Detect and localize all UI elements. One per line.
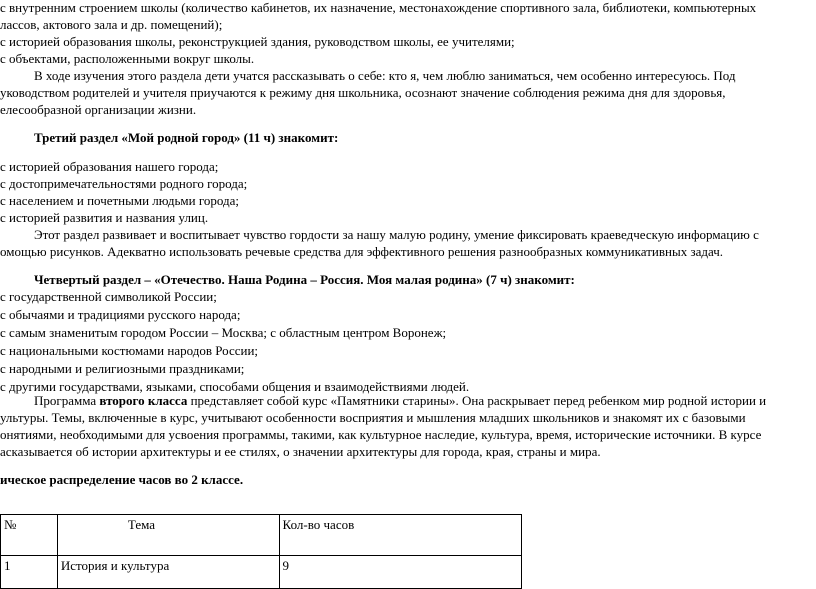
list-item: с другими государствами, языками, способами общения и взаимодействиями людей.: [0, 379, 470, 394]
text-line: лассов, актового зала и др. помещений);: [0, 17, 223, 32]
column-header-hours: Кол-во часов: [279, 515, 521, 556]
section-heading: Третий раздел «Мой родной город» (11 ч) знакомит:: [34, 130, 339, 145]
list-item: с самым знаменитым городом России – Москва; с областным центром Воронеж;: [0, 325, 447, 340]
text-line: В ходе изучения этого раздела дети учатся рассказывать о себе: кто я, чем люблю заниматься, чем особенно интересуюсь. Под: [34, 68, 736, 83]
text-line: Этот раздел развивает и воспитывает чувство гордости за нашу малую родину, умение фиксировать краеведческую информацию с: [34, 227, 759, 242]
program-grade: второго класса: [99, 393, 188, 408]
list-item: с населением и почетными людьми города;: [0, 193, 239, 208]
hours-heading: ическое распределение часов во 2 классе.: [0, 472, 244, 487]
text-line: с объектами, расположенными вокруг школы.: [0, 51, 255, 66]
text-line: асказывается об истории архитектуры и ее стилях, о значении архитектуры для города, края, страны и мира.: [0, 444, 601, 459]
text-line: уководством родителей и учителя приучаются к режиму дня школьника, осознают значение соблюдения режима дня для здоровья,: [0, 85, 726, 100]
text-line: омощью рисунков. Адекватно использовать речевые средства для эффективного решения разнообразных коммуникативных задач.: [0, 244, 724, 259]
text-line: ультуры. Темы, включенные в курс, учитывают особенности восприятия и мышления младших школьников и знакомят их с базовыми: [0, 410, 746, 425]
hours-table: [0, 514, 522, 589]
text-line: елесообразной организации жизни.: [0, 102, 197, 117]
list-item: с историей развития и названия улиц.: [0, 210, 209, 225]
list-item: с историей образования нашего города;: [0, 159, 219, 174]
table-cell: 9: [279, 556, 521, 589]
column-header-topic: Тема: [57, 515, 279, 556]
list-item: с национальными костюмами народов России;: [0, 343, 259, 358]
list-item: с обычаями и традициями русского народа;: [0, 307, 241, 322]
table-cell: 1: [1, 556, 58, 589]
column-header-number: №: [1, 515, 58, 556]
list-item: с достопримечательностями родного города;: [0, 176, 248, 191]
table-header-row: [1, 515, 522, 556]
text-line: с историей образования школы, реконструкцией здания, руководством школы, ее учителями;: [0, 34, 515, 49]
table-cell: История и культура: [57, 556, 279, 589]
list-item: с народными и религиозными праздниками;: [0, 361, 245, 376]
text-line: [34, 393, 766, 409]
section-heading: Четвертый раздел – «Отечество. Наша Родина – Россия. Моя малая родина» (7 ч) знакомит:: [34, 272, 575, 287]
text-line: онятиями, необходимыми для усвоения программы, такими, как культурное наследие, культура, время, исторические источники. В курсе: [0, 427, 762, 442]
program-rest: представляет собой курс «Памятники старины». Она раскрывает перед ребенком мир родной истории и: [187, 393, 767, 408]
program-intro: Программа: [34, 393, 100, 408]
text-line: с внутренним строением школы (количество кабинетов, их назначение, местонахождение спортивного зала, библиотеки, компьютерных: [0, 0, 757, 15]
list-item: с государственной символикой России;: [0, 289, 217, 304]
